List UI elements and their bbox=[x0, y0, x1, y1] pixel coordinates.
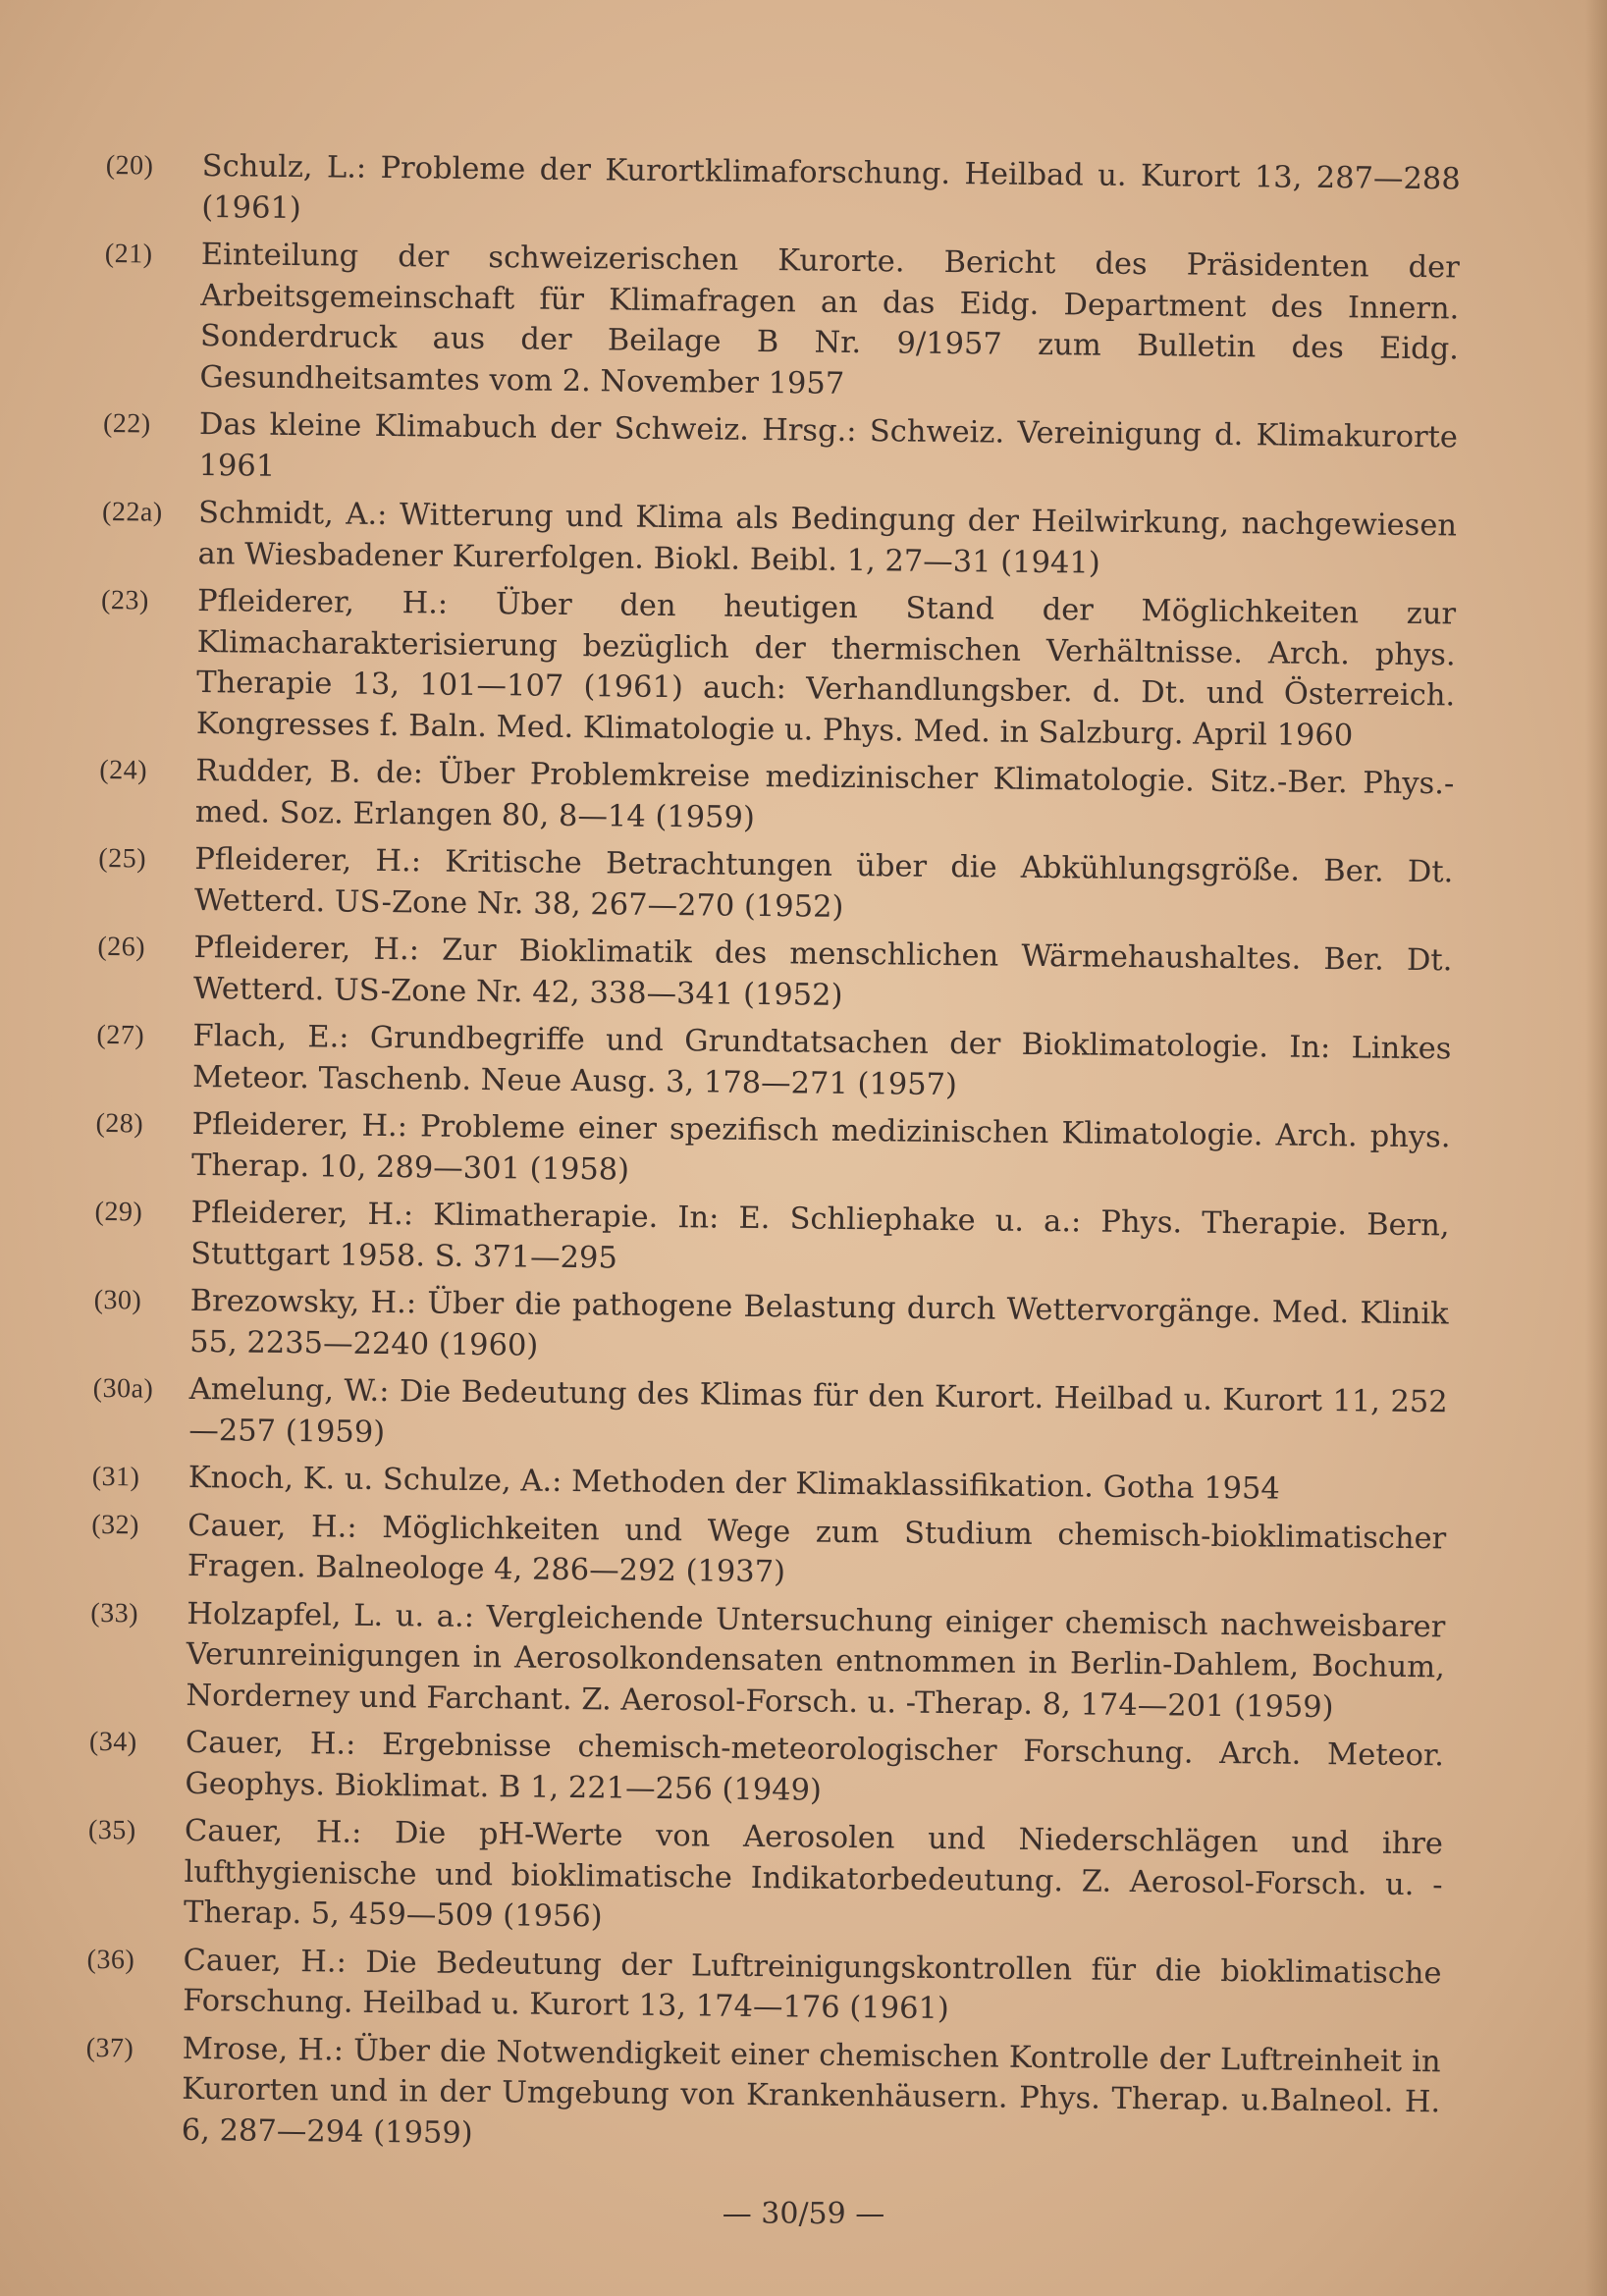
reference-text: Pfleiderer, H.: Kritische Betrachtungen über die Abkühlungsgröße. Ber. Dt. Wetterd. US-Zone Nr. 38, 267—270 (1952) bbox=[193, 841, 1454, 925]
reference-number: (28) bbox=[95, 1107, 144, 1140]
reference-item bbox=[91, 1504, 1447, 1599]
reference-text: Pfleiderer, H.: Klimatherapie. In: E. Schliephake u. a.: Phys. Therapie. Bern, Stuttgart 1958. S. 371—295 bbox=[189, 1195, 1450, 1276]
reference-number: (24) bbox=[99, 754, 148, 786]
reference-number: (20) bbox=[105, 149, 154, 182]
reference-item bbox=[102, 403, 1458, 499]
reference-number: (34) bbox=[88, 1726, 137, 1758]
reference-item bbox=[97, 927, 1453, 1022]
reference-text: Schmidt, A.: Witterung und Klima als Bedingung der Heilwirkung, nachgewiesen an Wiesbadener Kurerfolgen. Biokl. Beibl. 1, 27—31 (1941) bbox=[197, 496, 1458, 581]
reference-number: (29) bbox=[94, 1196, 143, 1228]
reference-item bbox=[85, 2027, 1441, 2163]
reference-item bbox=[86, 1939, 1442, 2034]
reference-item bbox=[89, 1592, 1445, 1729]
reference-text: Knoch, K. u. Schulze, A.: Methoden der Klimaklassifikation. Gotha 1954 bbox=[187, 1460, 1280, 1507]
reference-text: Amelung, W.: Die Bedeutung des Klimas für den Kurort. Heilbad u. Kurort 11, 252—257 (1959) bbox=[188, 1371, 1448, 1450]
reference-item bbox=[87, 1810, 1443, 1947]
reference-item bbox=[100, 580, 1457, 757]
reference-number: (31) bbox=[91, 1461, 140, 1493]
reference-item bbox=[99, 750, 1455, 845]
reference-item bbox=[93, 1280, 1449, 1375]
reference-text: Cauer, H.: Die pH-Werte von Aerosolen und Niederschlägen und ihre lufthygienische und bioklimatische Indikatorbedeutung. Z. Aerosol-Forsch. u. -Therap. 5, 459—509 (1956) bbox=[183, 1813, 1444, 1935]
reference-text: Einteilung der schweizerischen Kurorte. Bericht des Präsidenten der Arbeitsgemeinschaft für Klimafragen an das Eidg. Department des Innern. Sonderdruck aus der Beilage B Nr. 9/1957 zum Bulletin des Eidg. Gesundheitsamtes vom 2. November 1957 bbox=[199, 238, 1460, 401]
reference-list bbox=[85, 145, 1461, 2170]
reference-number: (32) bbox=[91, 1509, 140, 1540]
reference-text: Cauer, H.: Ergebnisse chemisch-meteorologischer Forschung. Arch. Meteor. Geophys. Bioklimat. B 1, 221—256 (1949) bbox=[185, 1725, 1445, 1808]
reference-number: (33) bbox=[90, 1597, 139, 1629]
reference-text: Flach, E.: Grundbegriffe und Grundtatsachen der Bioklimatologie. In: Linkes Meteor. Taschenb. Neue Ausg. 3, 178—271 (1957) bbox=[191, 1018, 1452, 1102]
reference-text: Brezowsky, H.: Über die pathogene Belastung durch Wettervorgänge. Med. Klinik 55, 2235—2240 (1960) bbox=[189, 1283, 1449, 1363]
reference-text: Holzapfel, L. u. a.: Vergleichende Untersuchung einiger chemisch nachweisbarer Verunreinigungen in Aerosolkondensaten entnommen in Berlin-Dahlem, Bochum, Norderney und Farchant. Z. Aerosol-Forsch. u. -Therap. 8, 174—201 (1959) bbox=[186, 1596, 1446, 1725]
reference-text: Das kleine Klimabuch der Schweiz. Hrsg.: Schweiz. Vereinigung d. Klimakurorte 1961 bbox=[198, 407, 1459, 484]
reference-number: (25) bbox=[98, 842, 147, 875]
reference-text: Schulz, L.: Probleme der Kurortklimaforschung. Heilbad u. Kurort 13, 287—288 (1961) bbox=[201, 149, 1461, 226]
reference-number: (27) bbox=[96, 1019, 145, 1051]
reference-number: (35) bbox=[87, 1814, 136, 1846]
reference-number: (21) bbox=[104, 238, 153, 270]
reference-item bbox=[105, 145, 1461, 240]
reference-text: Cauer, H.: Möglichkeiten und Wege zum Studium chemisch-bioklimatischer Fragen. Balneologe 4, 286—292 (1937) bbox=[187, 1508, 1447, 1590]
reference-item bbox=[88, 1722, 1444, 1817]
reference-text: Pfleiderer, H.: Über den heutigen Stand der Möglichkeiten zur Klimacharakterisierung bezüglich der thermischen Verhältnisse. Arch. phys. Therapie 13, 101—107 (1961) auch: Verhandlungsber. d. Dt. und Österreich. Kongresses f. Baln. Med. Klimatologie u. Phys. Med. in Salzburg. April 1960 bbox=[195, 584, 1457, 753]
reference-item bbox=[96, 1015, 1452, 1110]
reference-number: (37) bbox=[85, 2032, 134, 2063]
reference-number: (30a) bbox=[92, 1372, 154, 1405]
reference-number: (36) bbox=[86, 1944, 135, 1975]
reference-item bbox=[94, 1192, 1450, 1287]
reference-number: (30) bbox=[93, 1284, 142, 1316]
reference-number: (26) bbox=[97, 931, 146, 963]
reference-item bbox=[103, 234, 1460, 410]
reference-text: Rudder, B. de: Über Problemkreise medizinischer Klimatologie. Sitz.-Ber. Phys.-med. Soz. Erlangen 80, 8—14 (1959) bbox=[194, 753, 1455, 835]
reference-text: Cauer, H.: Die Bedeutung der Luftreinigungskontrollen für die bioklimatische Forschung. Heilbad u. Kurort 13, 174—176 (1961) bbox=[183, 1943, 1442, 2027]
page-number: — 30/59 — bbox=[722, 2197, 885, 2231]
reference-number: (22) bbox=[102, 407, 151, 440]
reference-item bbox=[95, 1103, 1451, 1199]
reference-item bbox=[92, 1457, 1447, 1512]
reference-text: Pfleiderer, H.: Zur Bioklimatik des menschlichen Wärmehaushaltes. Ber. Dt. Wetterd. US-Zone Nr. 42, 338—341 (1952) bbox=[192, 930, 1453, 1013]
reference-number: (23) bbox=[100, 584, 149, 616]
reference-number: (22a) bbox=[101, 496, 163, 528]
reference-item bbox=[101, 492, 1457, 587]
reference-item bbox=[92, 1368, 1448, 1464]
reference-item bbox=[98, 838, 1454, 934]
reference-text: Pfleiderer, H.: Probleme einer spezifisch medizinischen Klimatologie. Arch. phys. Therap. 10, 289—301 (1958) bbox=[190, 1106, 1451, 1188]
reference-text: Mrose, H.: Über die Notwendigkeit einer chemischen Kontrolle der Luftreinheit in Kurorten und in der Umgebung von Krankenhäusern. Phys. Therap. u.Balneol. H. 6, 287—294 (1959) bbox=[181, 2031, 1441, 2151]
